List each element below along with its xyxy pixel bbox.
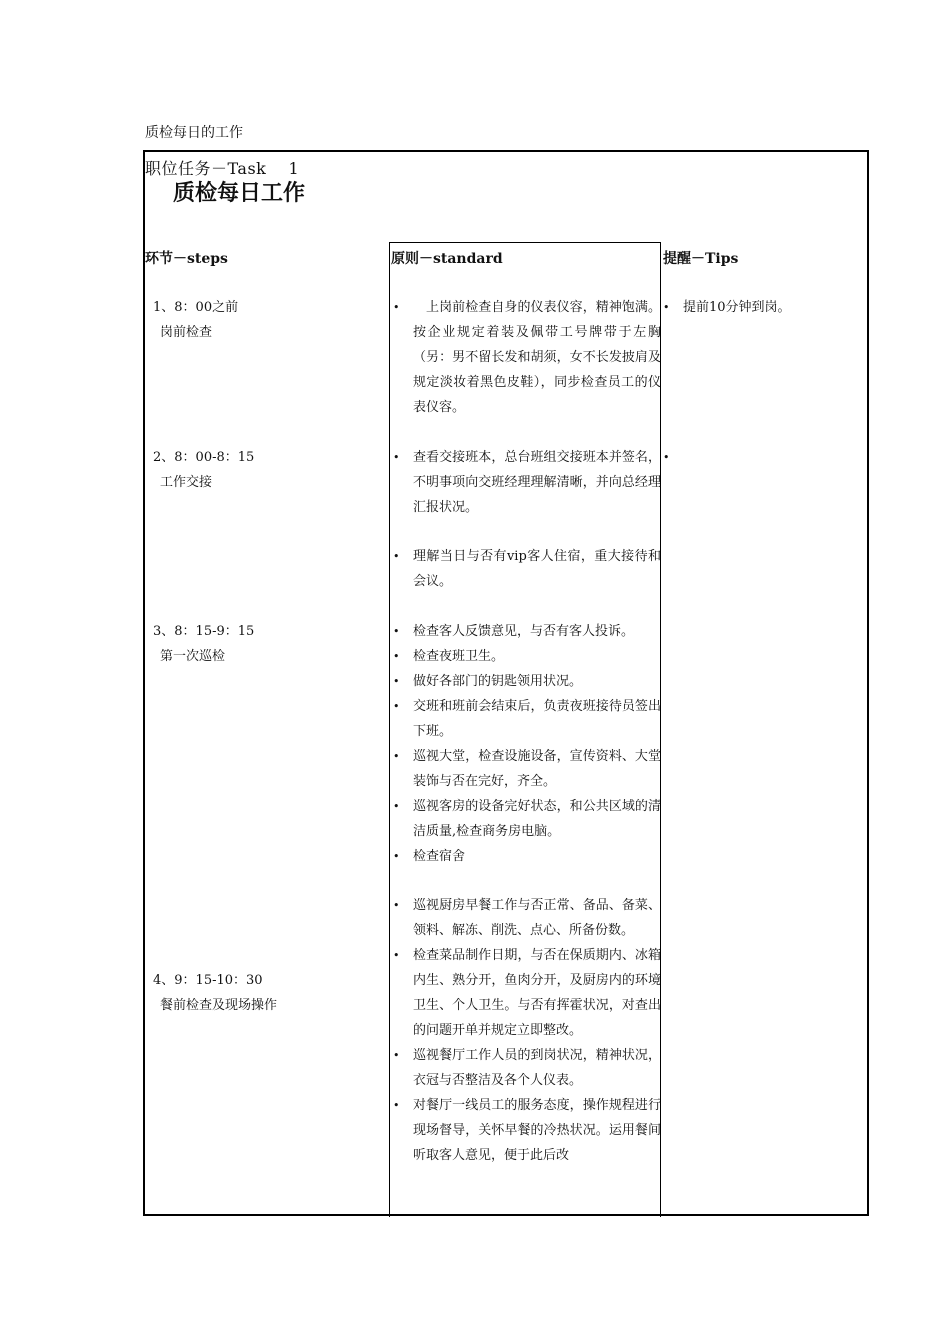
step-name: 餐前检查及现场操作 (160, 998, 278, 1013)
tip-item-1 (663, 295, 863, 320)
standard-text: 检查夜班卫生。 (413, 649, 505, 664)
bullet-icon: • (393, 949, 400, 962)
bullet-icon: • (393, 451, 400, 464)
step-1 (153, 295, 238, 345)
bullet-icon: • (663, 451, 670, 464)
standard-block-5 (393, 893, 661, 1168)
standard-header: 原则－standard (391, 251, 503, 267)
bullet-icon: • (393, 1049, 400, 1062)
standard-item (393, 1043, 661, 1093)
bullet-icon: • (663, 301, 670, 314)
standard-text: 交班和班前会结束后，负责夜班接待员签出下班。 (413, 699, 661, 739)
standard-item (393, 1093, 661, 1168)
tip-text: 提前10分钟到岗。 (683, 300, 791, 315)
standard-item (393, 893, 661, 943)
standard-block-4 (393, 619, 661, 869)
standard-item (393, 445, 661, 520)
step-time: 2、8：00-8：15 (153, 450, 255, 465)
bullet-icon: • (393, 850, 400, 863)
bullet-icon: • (393, 750, 400, 763)
standard-block-1 (393, 295, 661, 420)
standard-text: 理解当日与否有vip客人住宿，重大接待和会议。 (413, 549, 661, 589)
standard-text: 巡视厨房早餐工作与否正常、备品、备菜、领料、解冻、削洗、点心、所备份数。 (413, 898, 661, 938)
standard-item (393, 669, 661, 694)
standard-block-2 (393, 445, 661, 520)
standard-item (393, 794, 661, 844)
standard-text: 做好各部门的钥匙领用状况。 (413, 674, 583, 689)
tips-header: 提醒－Tips (663, 251, 739, 267)
tip-text (683, 445, 863, 470)
standard-block-3 (393, 544, 661, 594)
standard-text: 检查菜品制作日期，与否在保质期内、冰箱内生、熟分开，鱼肉分开，及厨房内的环境卫生、个人卫生。与否有挥霍状况，对查出的问题开单并规定立即整改。 (413, 948, 661, 1038)
standard-item (393, 295, 661, 420)
task-frame (143, 150, 869, 1216)
standard-text: 检查客人反馈意见，与否有客人投诉。 (413, 624, 635, 639)
standard-item (393, 744, 661, 794)
tip-item-2 (663, 445, 863, 470)
step-2 (153, 445, 254, 495)
standard-item (393, 844, 661, 869)
standard-item (393, 694, 661, 744)
bullet-icon: • (393, 1099, 400, 1112)
bullet-icon: • (393, 550, 400, 563)
step-time: 1、8：00之前 (153, 300, 239, 315)
standard-text: 对餐厅一线员工的服务态度，操作规程进行现场督导，关怀早餐的冷热状况。运用餐间听取客人意见，便于此后改 (413, 1098, 661, 1163)
step-name: 工作交接 (160, 475, 213, 490)
bullet-icon: • (393, 625, 400, 638)
steps-header: 环节－steps (145, 251, 228, 267)
bullet-icon: • (393, 650, 400, 663)
bullet-icon: • (393, 301, 400, 314)
page-title: 质检每日工作 (173, 181, 306, 206)
standard-item (393, 644, 661, 669)
bullet-icon: • (393, 800, 400, 813)
bullet-icon: • (393, 700, 400, 713)
standard-text: 查看交接班本，总台班组交接班本并签名，不明事项向交班经理理解清晰，并向总经理汇报状况。 (413, 450, 661, 515)
step-time: 4、9：15-10：30 (153, 973, 263, 988)
step-name: 第一次巡检 (160, 649, 226, 664)
document-title: 质检每日的工作 (145, 125, 243, 141)
step-name: 岗前检查 (160, 325, 213, 340)
bullet-icon: • (393, 899, 400, 912)
standard-item (393, 943, 661, 1043)
standard-item (393, 619, 661, 644)
step-3 (153, 619, 254, 669)
standard-text: 巡视餐厅工作人员的到岗状况，精神状况，衣冠与否整洁及各个人仪表。 (413, 1048, 661, 1088)
standard-text: 巡视客房的设备完好状态，和公共区域的清洁质量,检查商务房电脑。 (413, 799, 661, 839)
bullet-icon: • (393, 675, 400, 688)
step-time: 3、8：15-9：15 (153, 624, 255, 639)
standard-text: 上岗前检查自身的仪表仪容，精神饱满。按企业规定着装及佩带工号牌带于左胸（另：男不留长发和胡须，女不长发披肩及规定淡妆着黑色皮鞋），同步检查员工的仪表仪容。 (413, 300, 661, 415)
standard-item (393, 544, 661, 594)
task-line: 职位任务－Task 1 (145, 159, 300, 178)
standard-text: 检查宿舍 (413, 849, 466, 864)
standard-text: 巡视大堂，检查设施设备，宣传资料、大堂装饰与否在完好，齐全。 (413, 749, 661, 789)
step-4 (153, 968, 277, 1018)
